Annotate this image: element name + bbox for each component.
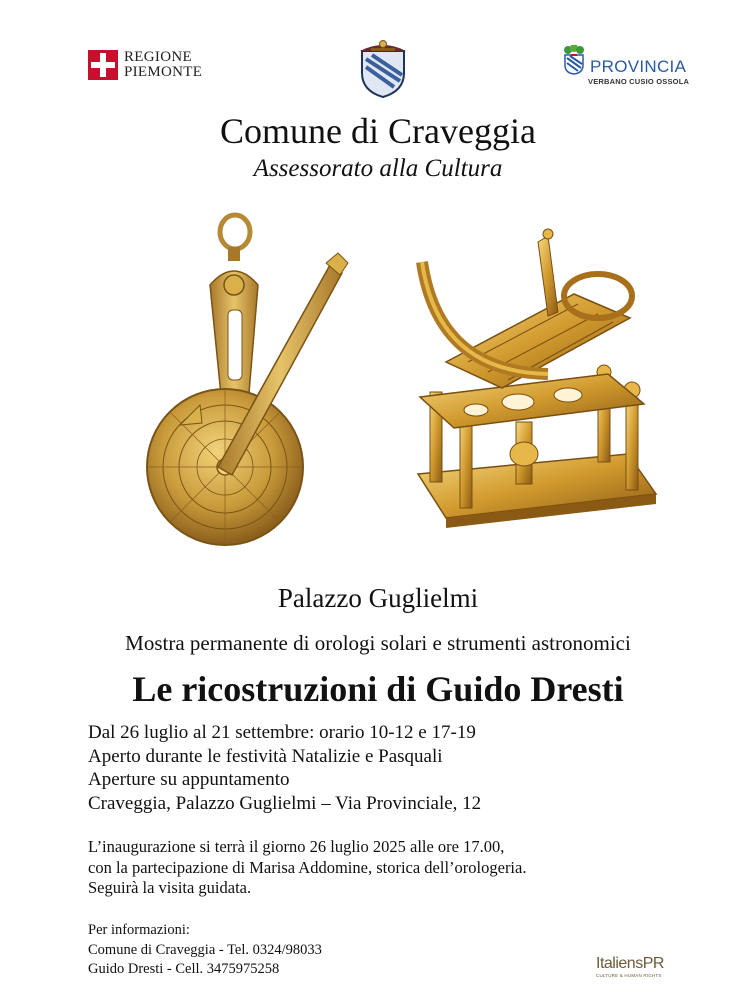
inauguration-notice <box>88 837 526 899</box>
provincia-logo-word: PROVINCIA <box>590 57 687 76</box>
details-line: Craveggia, Palazzo Guglielmi – Via Provinciale, 12 <box>88 792 482 814</box>
astrolabe-instrument-image <box>140 205 350 550</box>
italiens-pr-logo <box>596 955 664 978</box>
info-heading: Per informazioni: <box>88 922 190 938</box>
craveggia-crest-icon <box>356 37 410 99</box>
info-line: Guido Dresti - Cell. 3475975258 <box>88 961 280 977</box>
details-line: Aperture su appuntamento <box>88 769 290 790</box>
page-title: Comune di Craveggia <box>220 111 536 151</box>
details-line: Aperto durante le festività Natalizie e Pasquali <box>88 745 443 767</box>
page-subtitle: Assessorato alla Cultura <box>253 155 503 182</box>
provincia-vco-logo <box>562 45 689 86</box>
exhibition-description: Mostra permanente di orologi solari e strumenti astronomici <box>125 631 631 655</box>
opening-details <box>88 721 481 815</box>
inauguration-line: Seguirà la visita guidata. <box>88 878 252 897</box>
italiens-logo-tagline: CULTURE & HUMAN RIGHTS <box>596 973 662 978</box>
provincia-logo-subtitle: VERBANO CUSIO OSSOLA <box>588 77 690 86</box>
inauguration-line: L’inaugurazione si terrà il giorno 26 luglio 2025 alle ore 17.00, <box>88 837 505 856</box>
regione-piemonte-logo <box>88 50 202 80</box>
italiens-logo-word: ItaliensPR <box>596 955 664 972</box>
regione-logo-line-1: REGIONE <box>124 49 192 65</box>
info-line: Comune di Craveggia - Tel. 0324/98033 <box>88 941 322 958</box>
details-line: Dal 26 luglio al 21 settembre: orario 10-12 e 17-19 <box>88 722 476 743</box>
exhibition-headline: Le ricostruzioni di Guido Dresti <box>132 669 624 709</box>
venue-name: Palazzo Guglielmi <box>277 583 479 613</box>
regione-logo-line-2: PIEMONTE <box>124 64 203 80</box>
provincia-crest-icon <box>562 45 586 75</box>
equatorial-sundial-image <box>398 222 666 534</box>
piemonte-flag-icon <box>88 50 118 80</box>
inauguration-line: con la partecipazione di Marisa Addomine, storica dell’orologeria. <box>88 857 527 877</box>
contact-info <box>88 921 322 980</box>
